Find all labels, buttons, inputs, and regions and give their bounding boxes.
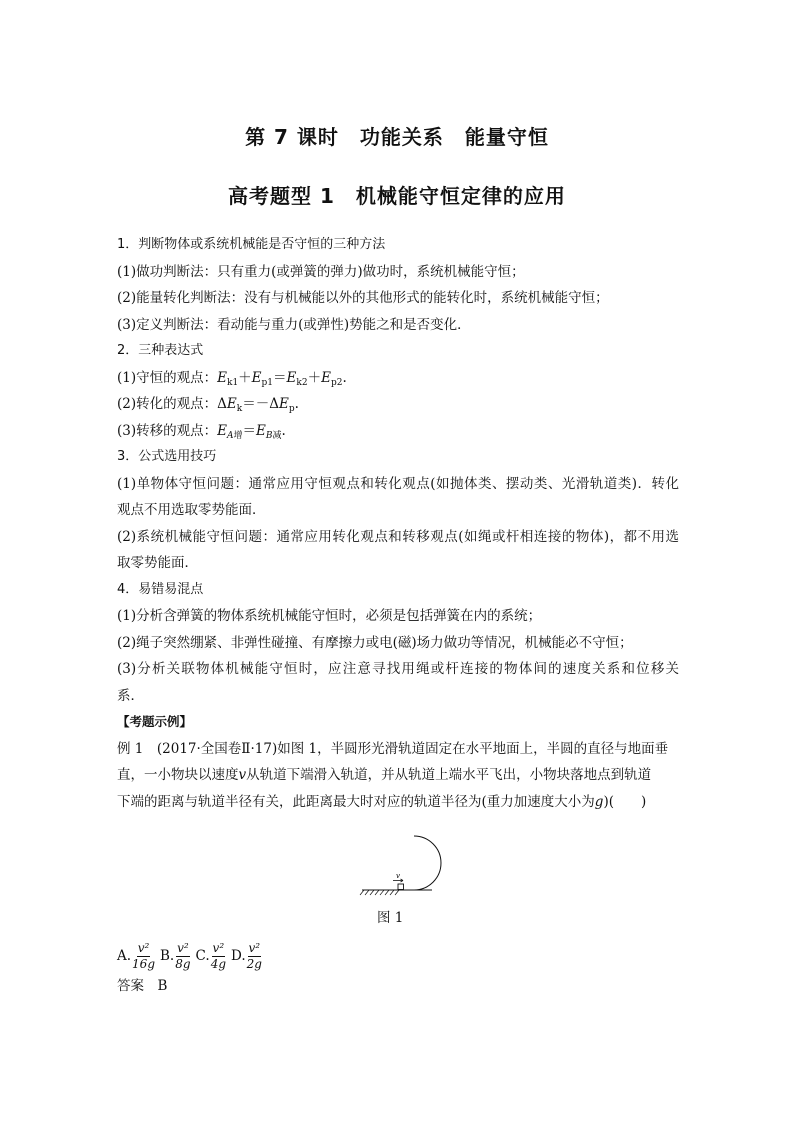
example-text-2b: 从轨道下端滑入轨道，并从轨道上端水平飞出，小物块落地点到轨道	[246, 767, 652, 783]
example-line-2	[117, 762, 679, 789]
answer-line	[117, 976, 167, 996]
denominator: 2g	[246, 956, 262, 971]
section-heading-4: 4．易错易混点	[117, 581, 204, 597]
var-g: g	[594, 793, 604, 810]
example-text-1: 如图 1，半圆形光滑轨道固定在水平地面上，半圆的直径与地面垂	[277, 740, 669, 757]
expression-3-formula: $E_{A增}=E_{B减}$.	[217, 422, 286, 441]
choice-letter: D.	[231, 948, 246, 964]
method-2: (2)能量转化判断法：没有与机械能以外的其他形式的能转化时，系统机械能守恒；	[117, 290, 609, 306]
block	[398, 884, 404, 890]
answer-choices	[117, 936, 267, 976]
fraction	[247, 941, 262, 972]
semicircle-track-figure	[356, 832, 446, 898]
denominator: 8g	[175, 956, 191, 971]
choice-letter: C.	[195, 948, 210, 964]
section-heading-1: 1．判断物体或系统机械能是否守恒的三种方法	[117, 237, 386, 252]
numerator: v²	[137, 940, 150, 955]
example-tag: 【考题示例】	[117, 714, 193, 729]
choice-d	[231, 941, 262, 972]
denominator: 16g	[132, 956, 155, 971]
section-heading-2: 2．三种表达式	[117, 343, 204, 358]
example-text-3b: )( )	[603, 793, 647, 810]
method-3: (3)定义判断法：看动能与重力(或弹性)势能之和是否变化．	[117, 316, 471, 333]
numerator: v²	[248, 940, 261, 955]
expression-1-label: (1)守恒的观点：	[117, 369, 218, 386]
method-1: (1)做功判断法：只有重力(或弹簧的弹力)做功时，系统机械能守恒；	[117, 263, 525, 280]
choice-b	[160, 941, 191, 972]
answer-label: 答案	[117, 978, 144, 994]
caution-3-line-1: (3)分析关联物体机械能守恒时，应注意寻找用绳或杆连接的物体间的速度关系和位移关	[117, 661, 679, 677]
topic-title: 高考题型 1 机械能守恒定律的应用	[228, 184, 566, 208]
ground-hatching	[360, 890, 399, 895]
expression-1	[117, 365, 679, 392]
figure-caption: 图 1	[377, 910, 404, 926]
caution-1: (1)分析含弹簧的物体系统机械能守恒时，必须是包括弹簧在内的系统；	[117, 608, 542, 624]
fraction	[211, 941, 226, 972]
expression-2-formula: $\Delta E_k=-\Delta E_p$.	[217, 396, 299, 414]
var-v: v	[238, 767, 247, 783]
choice-c	[196, 941, 226, 972]
choice-letter: B.	[160, 948, 175, 964]
tip-1-line-1: (1)单物体守恒问题：通常应用守恒观点和转化观点(如抛体类、摆动类、光滑轨道类)．转化	[117, 475, 679, 492]
fraction	[175, 941, 190, 972]
tip-2-line-1: (2)系统机械能守恒问题：通常应用转化观点和转移观点(如绳或杆相连接的物体)，都不用选	[117, 528, 679, 545]
numerator: v²	[212, 940, 225, 955]
semicircle-track	[405, 836, 441, 890]
answer-value: B	[157, 978, 168, 994]
example-line-1	[117, 736, 679, 763]
lesson-title: 第 7 课时 功能关系 能量守恒	[245, 125, 549, 149]
caution-2: (2)绳子突然绷紧、非弹性碰撞、有摩擦力或电(磁)场力做功等情况，机械能必不守恒；	[117, 634, 633, 651]
content-body	[117, 232, 679, 815]
example-line-3	[117, 789, 679, 816]
example-text-3: 下端的距离与轨道半径有关，此距离最大时对应的轨道半径为(重力加速度大小为	[117, 793, 595, 810]
caution-3-line-2: 系．	[117, 687, 144, 704]
expression-2	[117, 391, 679, 418]
expression-3	[117, 418, 679, 445]
choice-a	[117, 941, 155, 972]
numerator: v²	[177, 940, 189, 955]
expression-3-label: (3)转移的观点：	[117, 422, 218, 439]
example-label: 例 1	[117, 740, 144, 757]
example-source: (2017·全国卷Ⅱ·17)	[156, 740, 278, 757]
fraction	[132, 941, 155, 972]
section-heading-3: 3．公式选用技巧	[117, 449, 217, 464]
velocity-label: v	[396, 872, 400, 880]
tip-1-line-2: 观点不用选取零势能面．	[117, 502, 266, 518]
tip-2-line-2: 取零势能面．	[117, 555, 198, 571]
denominator: 4g	[210, 956, 227, 971]
choice-letter: A.	[117, 948, 132, 964]
expression-1-formula: $E_{k1}+E_{p1}=E_{k2}+E_{p2}$.	[217, 369, 347, 388]
example-text-2: 直，一小物块以速度	[117, 767, 239, 783]
expression-2-label: (2)转化的观点：	[117, 396, 218, 412]
